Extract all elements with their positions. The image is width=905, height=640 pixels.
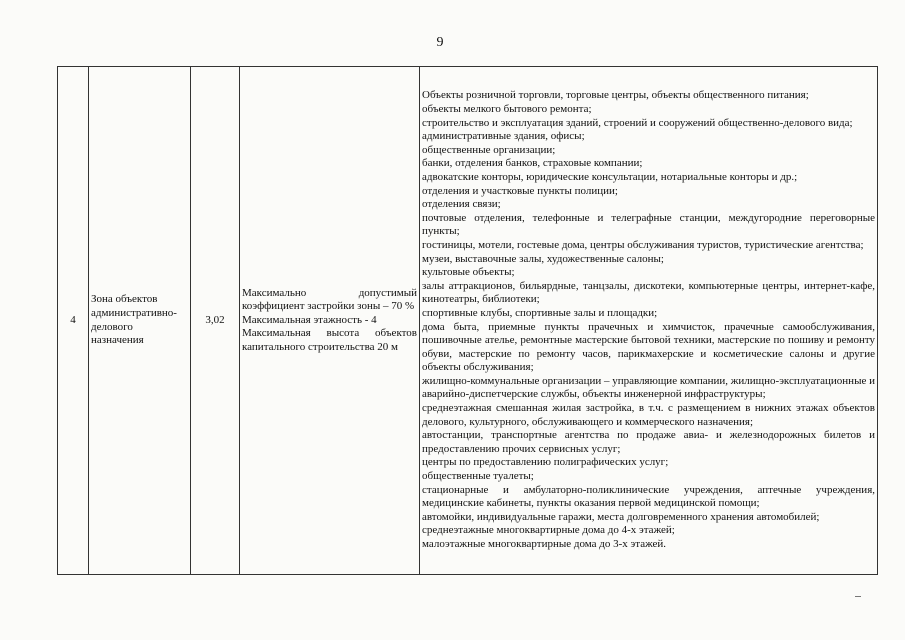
parameters-cell xyxy=(240,67,420,575)
page-number: 9 xyxy=(436,35,444,50)
permitted-uses-list xyxy=(422,89,875,551)
permitted-use-item: центры по предоставлению полиграфических услуг; xyxy=(422,456,669,469)
permitted-use-item: культовые объекты; xyxy=(422,266,515,279)
parameter-item: Максимальная этажность - 4 xyxy=(242,313,377,326)
permitted-use-item: жилищно-коммунальные организации – управляющие компании, жилищно-эксплуатационные и аварийно-диспетчерские службы, объекты инженерной инфраструктуры; xyxy=(422,374,875,401)
permitted-use-item: спортивные клубы, спортивные залы и площадки; xyxy=(422,306,658,319)
permitted-use-item: стационарные и амбулаторно-поликлинические учреждения, аптечные учреждения, медицинские кабинеты, пункты оказания первой медицинской помощи; xyxy=(422,483,875,510)
table-row xyxy=(58,67,878,575)
parameter-item: Максимально допустимый коэффициент застройки зоны – 70 % xyxy=(242,286,417,313)
permitted-use-item: среднеэтажная смешанная жилая застройка, в т.ч. с размещением в нижних этажах объектов делового, культурного, обслуживающего и коммерческого назначения; xyxy=(422,402,875,428)
permitted-use-item: музеи, выставочные залы, художественные салоны; xyxy=(422,252,664,265)
permitted-use-item: объекты мелкого бытового ремонта; xyxy=(422,103,592,115)
parameter-item: Максимальная высота объектов капитального строительства 20 м xyxy=(242,327,417,353)
permitted-use-item: банки, отделения банков, страховые компании; xyxy=(422,157,643,170)
coefficient-cell: 3,02 xyxy=(191,67,240,575)
zone-name: Зона объектов административно-делового назначения xyxy=(91,293,177,347)
permitted-use-item: автостанции, транспортные агентства по продаже авиа- и железнодорожных билетов и предоставлению прочих сервисных услуг; xyxy=(422,429,875,455)
permitted-use-item: Объекты розничной торговли, торговые центры, объекты общественного питания; xyxy=(422,89,809,102)
zone-name-cell xyxy=(89,67,191,575)
permitted-use-item: отделения и участковые пункты полиции; xyxy=(422,184,618,197)
zoning-table xyxy=(57,66,878,575)
permitted-use-item: малоэтажные многоквартирные дома до 3-х этажей. xyxy=(422,538,667,550)
permitted-use-item: отделения связи; xyxy=(422,198,501,211)
permitted-use-item: общественные организации; xyxy=(422,143,556,156)
permitted-use-item: строительство и эксплуатация зданий, строений и сооружений общественно-делового вида; xyxy=(422,116,853,129)
row-number-cell: 4 xyxy=(58,67,89,575)
permitted-use-item: автомойки, индивидуальные гаражи, места долговременного хранения автомобилей; xyxy=(422,510,820,523)
scan-mark xyxy=(855,596,861,597)
permitted-use-item: почтовые отделения, телефонные и телеграфные станции, междугородние переговорные пункты; xyxy=(422,211,875,238)
permitted-use-item: залы аттракционов, бильярдные, танцзалы, дискотеки, компьютерные центры, интернет-кафе, кинотеатры, библиотеки; xyxy=(422,279,875,306)
parameters-list xyxy=(242,287,417,355)
permitted-use-item: административные здания, офисы; xyxy=(422,130,585,143)
permitted-use-item: гостиницы, мотели, гостевые дома, центры обслуживания туристов, туристические агентства; xyxy=(422,238,864,251)
permitted-use-item: среднеэтажные многоквартирные дома до 4-х этажей; xyxy=(422,524,675,537)
permitted-use-item: общественные туалеты; xyxy=(422,470,534,483)
permitted-use-item: дома быта, приемные пункты прачечных и химчисток, прачечные самообслуживания, пошивочные ателье, ремонтные мастерские бытовой техники, мастерские по пошиву и ремонту обуви, мастерские по ремонту часов, парикмахерские и косметические салоны и другие объекты обслуживания; xyxy=(422,320,875,374)
permitted-use-item: адвокатские конторы, юридические консультации, нотариальные конторы и др.; xyxy=(422,170,798,183)
permitted-uses-cell xyxy=(420,67,878,575)
